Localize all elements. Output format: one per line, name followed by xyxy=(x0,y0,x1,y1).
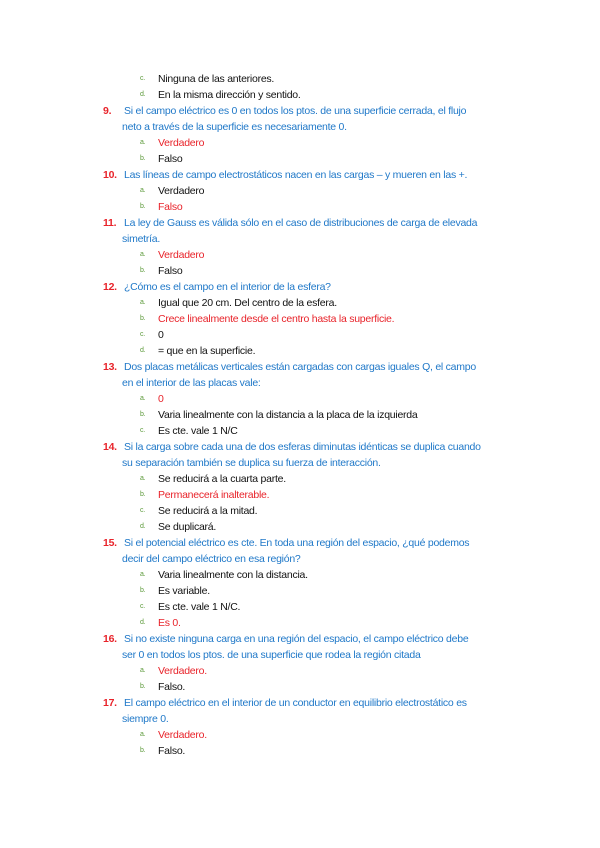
option-letter: b. xyxy=(140,411,146,418)
question-text: en el interior de las placas vale: xyxy=(122,377,261,389)
option-letter: b. xyxy=(140,267,146,274)
question-number: 14. xyxy=(103,441,117,453)
answer-option: Falso. xyxy=(158,681,186,693)
answer-option: Es cte. vale 1 N/C. xyxy=(158,601,241,613)
question-text: Si la carga sobre cada una de dos esferas diminutas idénticas se duplica cuando xyxy=(124,441,481,453)
question-number: 9. xyxy=(103,105,112,117)
option-letter: d. xyxy=(140,523,146,530)
option-letter: a. xyxy=(140,667,146,674)
question-number: 13. xyxy=(103,361,117,373)
option-letter: b. xyxy=(140,155,146,162)
question-text: decir del campo eléctrico en esa región? xyxy=(122,553,301,565)
option-letter: a. xyxy=(140,251,146,258)
option-letter: a. xyxy=(140,571,146,578)
option-letter: b. xyxy=(140,587,146,594)
answer-option: Verdadero xyxy=(158,185,205,197)
correct-answer-option: 0 xyxy=(158,393,164,405)
question-number: 12. xyxy=(103,281,117,293)
question-text: El campo eléctrico en el interior de un conductor en equilibrio electrostático es xyxy=(124,697,467,709)
option-letter: b. xyxy=(140,491,146,498)
option-letter: a. xyxy=(140,187,146,194)
question-text: La ley de Gauss es válida sólo en el caso de distribuciones de carga de elevada xyxy=(124,217,478,229)
question-text: ¿Cómo es el campo en el interior de la esfera? xyxy=(124,281,331,293)
option-letter: c. xyxy=(140,507,145,514)
question-number: 10. xyxy=(103,169,117,181)
answer-option: Ninguna de las anteriores. xyxy=(158,73,275,85)
question-number: 11. xyxy=(103,217,117,229)
option-letter: d. xyxy=(140,347,146,354)
option-letter: b. xyxy=(140,315,146,322)
answer-option: Se reducirá a la cuarta parte. xyxy=(158,473,286,485)
option-letter: a. xyxy=(140,731,146,738)
option-letter: c. xyxy=(140,75,145,82)
question-number: 17. xyxy=(103,697,117,709)
answer-option: En la misma dirección y sentido. xyxy=(158,89,301,101)
correct-answer-option: Crece linealmente desde el centro hasta la superficie. xyxy=(158,313,395,325)
option-letter: b. xyxy=(140,683,146,690)
option-letter: a. xyxy=(140,395,146,402)
correct-answer-option: Falso xyxy=(158,201,183,213)
answer-option: 0 xyxy=(158,329,164,341)
question-text: Si el campo eléctrico es 0 en todos los ptos. de una superficie cerrada, el flujo xyxy=(124,105,467,117)
question-text: simetría. xyxy=(122,233,161,245)
option-letter: a. xyxy=(140,299,146,306)
option-letter: c. xyxy=(140,331,145,338)
correct-answer-option: Verdadero xyxy=(158,137,205,149)
answer-option: Varia linealmente con la distancia. xyxy=(158,569,308,581)
correct-answer-option: Verdadero xyxy=(158,249,205,261)
answer-option: Se duplicará. xyxy=(158,521,217,533)
option-letter: b. xyxy=(140,203,146,210)
option-letter: d. xyxy=(140,619,146,626)
correct-answer-option: Verdadero. xyxy=(158,665,207,677)
answer-option: = que en la superficie. xyxy=(158,345,256,357)
correct-answer-option: Verdadero. xyxy=(158,729,207,741)
question-text: neto a través de la superficie es necesariamente 0. xyxy=(122,121,347,133)
question-text: Dos placas metálicas verticales están cargadas con cargas iguales Q, el campo xyxy=(124,361,476,373)
question-text: siempre 0. xyxy=(122,713,169,725)
question-number: 15. xyxy=(103,537,117,549)
option-letter: c. xyxy=(140,427,145,434)
option-letter: a. xyxy=(140,139,146,146)
answer-option: Falso. xyxy=(158,745,186,757)
answer-option: Falso xyxy=(158,153,183,165)
answer-option: Igual que 20 cm. Del centro de la esfera. xyxy=(158,297,337,309)
question-text: Si no existe ninguna carga en una región del espacio, el campo eléctrico debe xyxy=(124,633,469,645)
option-letter: d. xyxy=(140,91,146,98)
answer-option: Falso xyxy=(158,265,183,277)
option-letter: a. xyxy=(140,475,146,482)
answer-option: Se reducirá a la mitad. xyxy=(158,505,258,517)
option-letter: b. xyxy=(140,747,146,754)
question-number: 16. xyxy=(103,633,117,645)
question-text: Si el potencial eléctrico es cte. En toda una región del espacio, ¿qué podemos xyxy=(124,537,470,549)
question-text: Las líneas de campo electrostáticos nacen en las cargas – y mueren en las +. xyxy=(124,169,468,181)
option-letter: c. xyxy=(140,603,145,610)
answer-option: Es variable. xyxy=(158,585,210,597)
question-text: ser 0 en todos los ptos. de una superficie que rodea la región citada xyxy=(122,649,421,661)
correct-answer-option: Permanecerá inalterable. xyxy=(158,489,270,501)
answer-option: Varia linealmente con la distancia a la placa de la izquierda xyxy=(158,409,418,421)
question-text: su separación también se duplica su fuerza de interacción. xyxy=(122,457,381,469)
correct-answer-option: Es 0. xyxy=(158,617,181,629)
answer-option: Es cte. vale 1 N/C xyxy=(158,425,238,437)
